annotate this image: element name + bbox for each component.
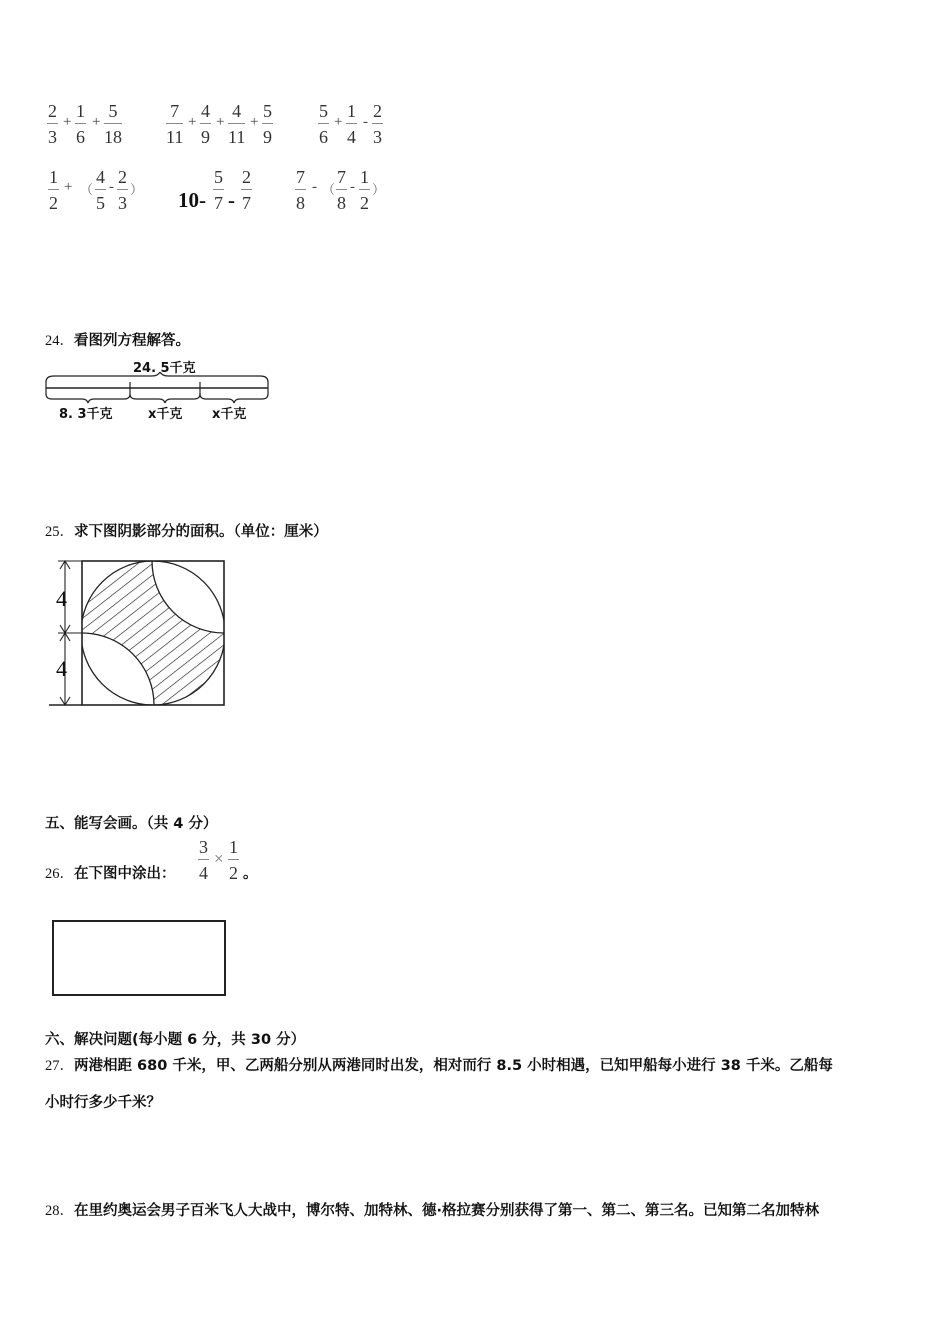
operator: + <box>188 114 197 130</box>
question-27-line-2: 小时行多少千米？ <box>45 1095 161 1111</box>
bottom-brace-2 <box>130 394 200 403</box>
fraction: 4 11 <box>228 101 246 147</box>
question-number: 28． <box>45 1203 74 1219</box>
fraction: 7 8 <box>337 167 346 213</box>
figure-svg <box>46 555 230 710</box>
bottom-brace-3 <box>200 394 268 403</box>
operator: - <box>228 188 235 212</box>
fraction: 1 6 <box>76 101 85 147</box>
question-number: 26． <box>45 866 74 882</box>
segment-label-3: x千克 <box>212 407 247 422</box>
question-text: 在下图中涂出： <box>74 866 176 882</box>
fraction: 5 9 <box>263 101 272 147</box>
operator: - <box>312 179 317 195</box>
segment-label-2: x千克 <box>148 407 183 422</box>
operator: + <box>334 114 343 130</box>
fraction: 5 18 <box>104 101 122 147</box>
fraction: 2 3 <box>118 167 127 213</box>
times-sign: × <box>214 849 224 868</box>
question-26 <box>45 862 176 883</box>
question-25 <box>45 520 328 541</box>
right-paren: ） <box>130 182 144 197</box>
segment-diagram-svg <box>40 372 280 404</box>
top-brace <box>46 372 268 382</box>
bottom-brace-1 <box>46 394 130 403</box>
fraction: 7 11 <box>166 101 184 147</box>
question-text: 求下图阴影部分的面积。（单位：厘米） <box>74 524 328 540</box>
total-label: 24. 5千克 <box>133 361 196 376</box>
period: 。 <box>243 866 258 882</box>
fraction: 1 4 <box>347 101 356 147</box>
operator: + <box>92 114 101 130</box>
segment-label-1: 8. 3千克 <box>59 407 113 422</box>
question-text: 在里约奥运会男子百米飞人大战中，博尔特、加特林、德·格拉赛分别获得了第一、第二、第三名。已知第二名加特林 <box>74 1203 820 1219</box>
question-number: 24． <box>45 333 74 349</box>
operator: - <box>109 179 114 195</box>
operator: + <box>250 114 259 130</box>
fraction: 2 7 <box>242 167 251 213</box>
drawing-rectangle[interactable] <box>52 920 226 996</box>
fraction: 2 3 <box>373 101 382 147</box>
dimension-label-top: 4 <box>56 586 67 611</box>
fraction: 4 5 <box>96 167 105 213</box>
right-paren: ） <box>372 182 386 197</box>
question-text: 两港相距 680 千米，甲、乙两船分别从两港同时出发，相对而行 8.5 小时相遇，已知甲船每小进行 38 千米。乙船每 <box>74 1058 833 1074</box>
operator: - <box>350 179 355 195</box>
operator: + <box>64 179 73 195</box>
operator: + <box>63 114 72 130</box>
fraction: 4 9 <box>201 101 210 147</box>
fraction: 1 2 <box>360 167 369 213</box>
fraction: 2 3 <box>48 101 57 147</box>
question-27-line-1 <box>45 1054 833 1075</box>
fraction: 1 2 <box>229 837 238 883</box>
operator: - <box>363 114 368 130</box>
question-28-line-1 <box>45 1199 819 1220</box>
lead-number: 10- <box>178 188 206 212</box>
fraction: 3 4 <box>199 837 208 883</box>
section-5-title: 五、能写会画。（共 4 分） <box>45 816 218 832</box>
left-paren: （ <box>80 182 94 197</box>
section-6-title: 六、解决问题(每小题 6 分，共 30 分） <box>45 1032 306 1048</box>
fraction: 5 7 <box>214 167 223 213</box>
question-text: 看图列方程解答。 <box>74 333 190 349</box>
dimension-label-bottom: 4 <box>56 656 67 681</box>
left-paren: （ <box>322 182 336 197</box>
fraction: 7 8 <box>296 167 305 213</box>
operator: + <box>216 114 225 130</box>
fraction: 1 2 <box>49 167 58 213</box>
question-24 <box>45 329 190 350</box>
question-number: 25． <box>45 524 74 540</box>
fraction: 5 6 <box>319 101 328 147</box>
question-number: 27． <box>45 1058 74 1074</box>
